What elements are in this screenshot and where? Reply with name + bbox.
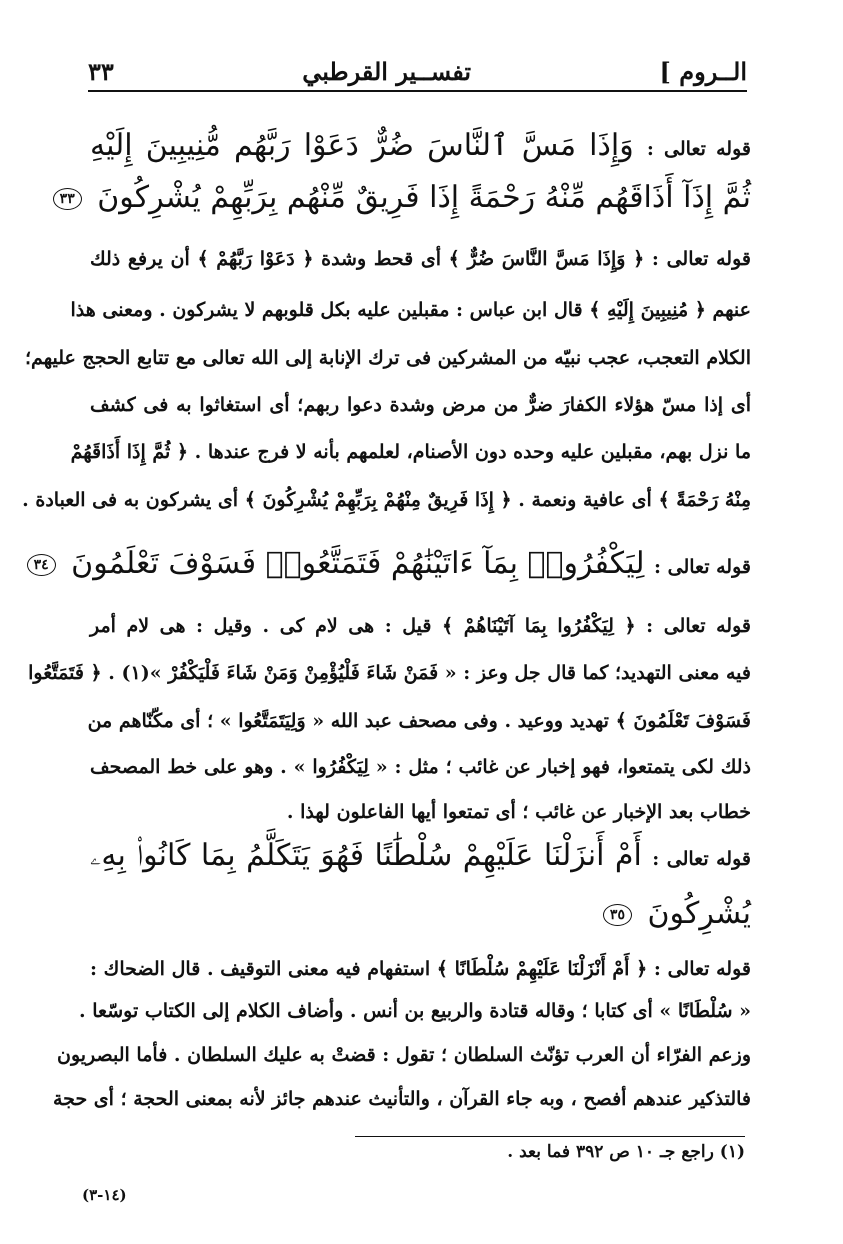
verse-text: وَإِذَا مَسَّ ٱلنَّاسَ ضُرٌّ دَعَوْا رَبَّهُم مُّنِيبِينَ إِلَيْهِ: [90, 128, 634, 163]
commentary-line: فيه معنى التهديد؛ كما قال جل وعز : « فَمَنْ شَاءَ فَلْيُؤْمِنْ وَمَنْ شَاءَ فَلْيَكْفُرْ »(١) . ﴿ فَتَمَتَّعُوا: [28, 662, 751, 684]
commentary-line: « سُلْطَانًا » أى كتابا ؛ وقاله قتادة والربيع بن أنس . وأضاف الكلام إلى الكتاب توسّعا .: [79, 1000, 751, 1022]
verse-33-line-1: [90, 128, 751, 164]
ayah-number-marker: ٣٥: [603, 904, 632, 926]
verse-text: لِيَكْفُرُوا۟ بِمَآ ءَاتَيْنَٰهُمْ فَتَمَتَّعُوا۟ فَسَوْفَ تَعْلَمُونَ: [71, 546, 645, 581]
verse-text: ثُمَّ إِذَآ أَذَاقَهُم مِّنْهُ رَحْمَةً إِذَا فَرِيقٌ مِّنْهُم بِرَبِّهِمْ يُشْرِكُونَ: [97, 180, 751, 215]
verse-text: أَمْ أَنزَلْنَا عَلَيْهِمْ سُلْطَٰنًا فَهُوَ يَتَكَلَّمُ بِمَا كَانُوا۟ بِهِۦ: [90, 838, 642, 873]
footnote: (١) راجع جـ ١٠ ص ٣٩٢ فما بعد .: [507, 1142, 745, 1162]
commentary-line: قوله تعالى : ﴿ وَإِذَا مَسَّ النَّاسَ ضُرٌّ ﴾ أى قحط وشدة ﴿ دَعَوْا رَبَّهُمْ ﴾ أن يرفع ذلك: [90, 248, 751, 270]
commentary-line: قوله تعالى : ﴿ لِيَكْفُرُوا بِمَا آتَيْنَاهُمْ ﴾ قيل : هى لام كى . وقيل : هى لام أمر: [90, 615, 751, 637]
book-title: تفســير القرطبي: [302, 57, 472, 86]
commentary-line: الكلام التعجب، عجب نبيّه من المشركين فى ترك الإنابة إلى الله تعالى مع تتابع الحجج عليهم؛: [25, 347, 751, 369]
commentary-line: أى إذا مسّ هؤلاء الكفارَ ضرٌّ من مرض وشدة دعوا ربهم؛ أى استغاثوا به فى كشف: [90, 394, 751, 416]
ayah-number-marker: ٣٣: [53, 188, 82, 210]
commentary-line: عنهم ﴿ مُنِيبِينَ إِلَيْهِ ﴾ قال ابن عباس : مقبلين عليه بكل قلوبهم لا يشركون . ومعنى هذا: [70, 299, 751, 321]
commentary-line: ذلك لكى يتمتعوا، فهو إخبار عن غائب ؛ مثل : « لِيَكْفُرُوا » . وهو على خط المصحف: [90, 756, 751, 778]
surah-name: الــروم ]: [659, 57, 747, 86]
page-header: [88, 52, 747, 92]
printer-signature: (١٤-٣): [82, 1186, 127, 1204]
commentary-line: قوله تعالى : ﴿ أَمْ أَنْزَلْنَا عَلَيْهِمْ سُلْطَانًا ﴾ استفهام فيه معنى التوقيف . قال الضحاك :: [90, 958, 751, 980]
verse-35-line-2: [90, 896, 751, 932]
commentary-line: خطاب بعد الإخبار عن غائب ؛ أى تمتعوا أيها الفاعلون لهذا .: [286, 801, 751, 823]
commentary-line: وزعم الفرّاء أن العرب تؤنّث السلطان ؛ تقول : قضتْ به عليك السلطان . فأما البصريون: [57, 1044, 751, 1066]
verse-label: قوله تعالى :: [652, 848, 751, 870]
commentary-line: مِنْهُ رَحْمَةً ﴾ أى عافية ونعمة . ﴿ إِذَا فَرِيقٌ مِنْهُمْ بِرَبِّهِمْ يُشْرِكُونَ ﴾ أى يشركون به فى العبادة .: [22, 489, 751, 511]
verse-label: قوله تعالى :: [646, 138, 751, 160]
verse-35-line-1: [90, 838, 751, 874]
ayah-number-marker: ٣٤: [27, 554, 56, 576]
page-number: ٣٣: [88, 57, 114, 86]
verse-33-line-2: [59, 180, 751, 216]
commentary-line: ما نزل بهم، مقبلين عليه وحده دون الأصنام، لعلمهم بأنه لا فرج عندها . ﴿ ثُمَّ إِذَا أَذَاقَهُمْ: [70, 441, 751, 463]
verse-label: قوله تعالى :: [654, 556, 751, 578]
footnote-divider: [355, 1136, 745, 1137]
commentary-line: فَسَوْفَ تَعْلَمُونَ ﴾ تهديد ووعيد . وفى مصحف عبد الله « وَلِيَتَمَتَّعُوا » ؛ أى مكّنّاهم من: [87, 710, 751, 732]
verse-34-line: [33, 546, 751, 582]
verse-text: يُشْرِكُونَ: [647, 896, 751, 931]
commentary-line: فالتذكير عندهم أفصح ، وبه جاء القرآن ، والتأنيث عندهم جائز لأنه بمعنى الحجة ؛ أى حجة: [53, 1088, 751, 1110]
